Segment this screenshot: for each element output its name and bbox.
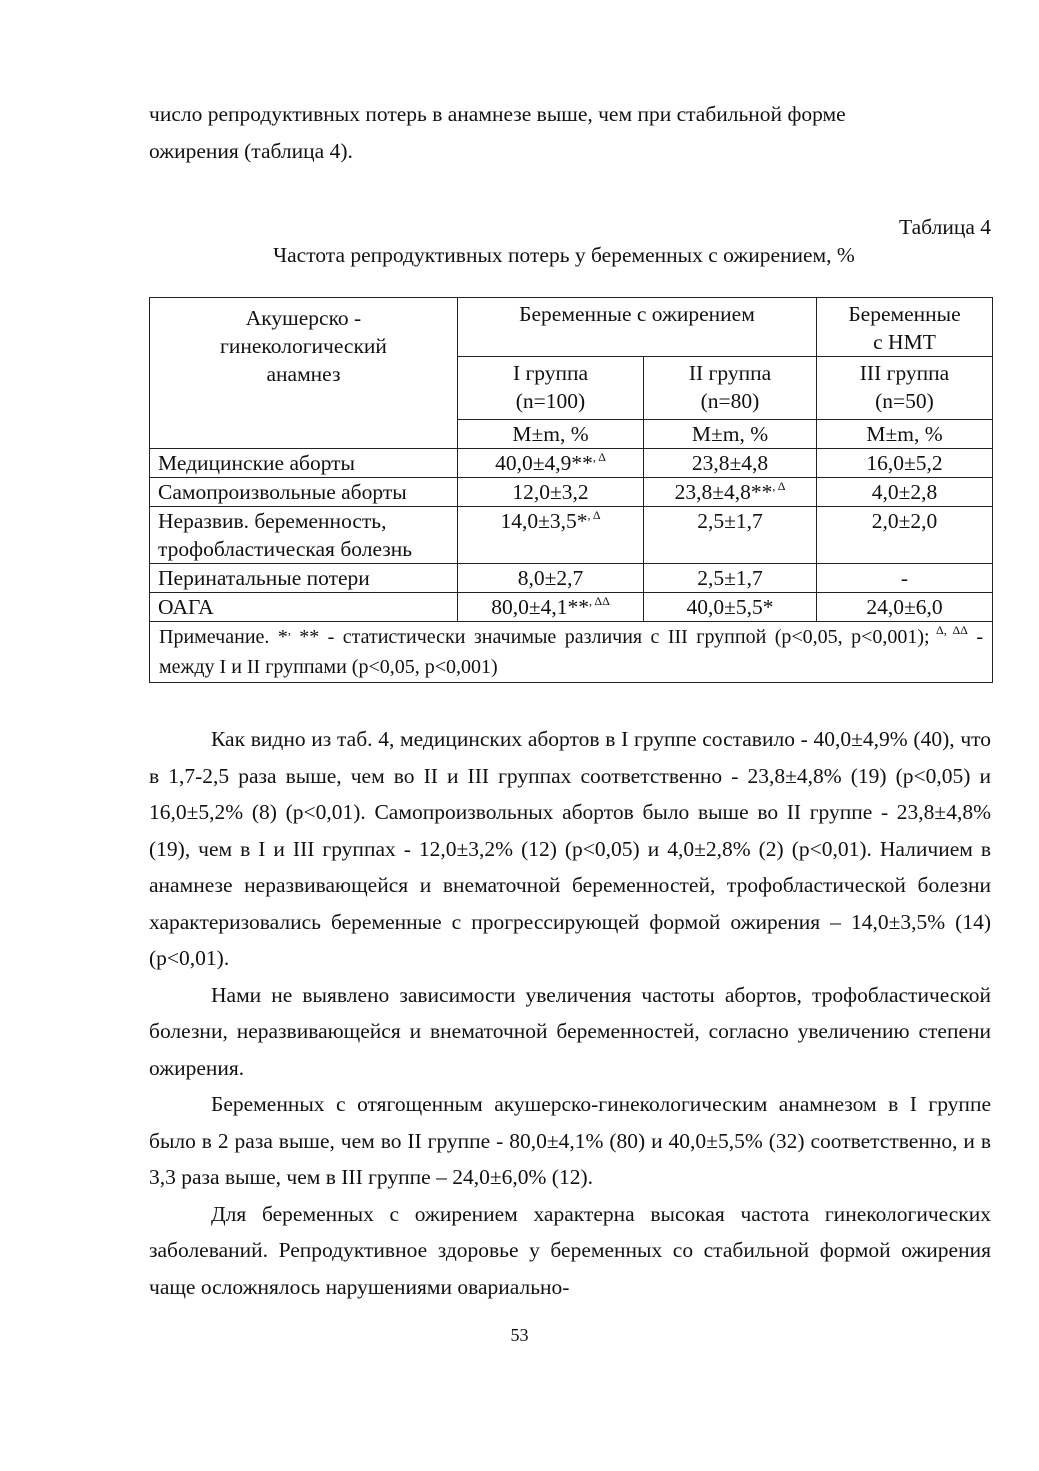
row-value-group-3: 4,0±2,8 <box>817 478 993 507</box>
table-row <box>150 449 993 478</box>
row-value-group-1: 8,0±2,7 <box>458 564 644 593</box>
row-label: Самопроизвольные аборты <box>150 478 458 507</box>
table-row <box>150 507 993 564</box>
table-row <box>150 478 993 507</box>
row-value-group-1: 14,0±3,5*$^{, \Delta}$ <box>458 507 644 564</box>
header-group-2: II группа (n=80) <box>644 357 817 420</box>
table-title: Частота репродуктивных потерь у беременных с ожирением, % <box>273 243 855 267</box>
row-value-group-2: 2,5±1,7 <box>644 507 817 564</box>
row-value-group-3: 16,0±5,2 <box>817 449 993 478</box>
header-group-3: III группа (n=50) <box>817 357 993 420</box>
row-value-group-2: 40,0±5,5* <box>644 593 817 622</box>
table-header-row <box>150 298 993 357</box>
row-value-group-3: 2,0±2,0 <box>817 507 993 564</box>
row-label: ОАГА <box>150 593 458 622</box>
page-number: 53 <box>510 1325 529 1345</box>
row-value-group-2: 23,8±4,8 <box>644 449 817 478</box>
body-paragraph: Беременных с отягощенным акушерско-гинекологическим анамнезом в I группе было в 2 раза выше, чем во II группе - 80,0±4,1% (80) и 40,0±5,5% (32) соответственно, и в 3,3 раза выше, чем в III группе – 24,0±6,0% (12). <box>149 1092 991 1189</box>
row-value-group-2: 2,5±1,7 <box>644 564 817 593</box>
body-paragraph: Нами не выявлено зависимости увеличения частоты абортов, трофобластической болезни, неразвивающейся и внематочной беременностей, согласно увеличению степени ожирения. <box>149 982 991 1080</box>
row-value-group-2: 23,8±4,8**$^{, \Delta}$ <box>644 478 817 507</box>
table-number: Таблица 4 <box>899 215 991 239</box>
table-row <box>150 593 993 622</box>
row-label: Перинатальные потери <box>150 564 458 593</box>
header-stat-1: M±m, % <box>458 420 644 449</box>
row-value-group-1: 40,0±4,9**$^{, \Delta}$ <box>458 449 644 478</box>
body-paragraph: Как видно из таб. 4, медицинских абортов в I группе составило - 40,0±4,9% (40), что в 1,7-2,5 раза выше, чем во II и III группах соответственно - 23,8±4,8% (19) (р<0,05) и 16,0±5,2% (8) (р<0,01). Самопроизвольных абортов было выше во II группе - 23,8±4,8% (19), чем в I и III группах - 12,0±3,2% (12) (р<0,05) и 4,0±2,8% (2) (р<0,01). Наличием в анамнезе неразвивающейся и внематочной беременностей, трофобластической болезни характеризовались беременные с прогрессирующей формой ожирения – 14,0±3,5% (14) (р<0,01). <box>149 727 991 970</box>
body-paragraph: Для беременных с ожирением характерна высокая частота гинекологических заболеваний. Репродуктивное здоровье у беременных со стабильной формой ожирения чаще осложнялось нарушениями овариально- <box>149 1201 991 1299</box>
body-text <box>149 721 991 1305</box>
table-note-row <box>150 622 993 683</box>
header-anamnesis: Акушерско - гинекологический анамнез <box>150 298 458 449</box>
row-value-group-3: - <box>817 564 993 593</box>
page-content <box>149 96 991 1305</box>
table-note: Примечание. *, ** - статистически значимые различия с III группой (р<0,05, р<0,001); $^{\Delta, \Delta\Delta}$ - между I и II группами (р<0,05, р<0,001) <box>150 622 993 683</box>
header-normal-weight: Беременные с НМТ <box>817 298 993 357</box>
header-stat-3: M±m, % <box>817 420 993 449</box>
row-value-group-1: 80,0±4,1**$^{, \Delta\Delta}$ <box>458 593 644 622</box>
header-group-1: I группа (n=100) <box>458 357 644 420</box>
row-label: Неразвив. беременность, трофобластическая болезнь <box>150 507 458 564</box>
reproductive-losses-table <box>149 297 993 683</box>
table-row <box>150 564 993 593</box>
intro-line-2: ожирения (таблица 4). <box>149 138 353 163</box>
row-value-group-3: 24,0±6,0 <box>817 593 993 622</box>
header-stat-2: M±m, % <box>644 420 817 449</box>
header-obese-group: Беременные с ожирением <box>458 298 817 357</box>
row-label: Медицинские аборты <box>150 449 458 478</box>
row-value-group-1: 12,0±3,2 <box>458 478 644 507</box>
intro-paragraph <box>149 96 991 169</box>
intro-line-1: число репродуктивных потерь в анамнезе выше, чем при стабильной форме <box>149 102 846 126</box>
